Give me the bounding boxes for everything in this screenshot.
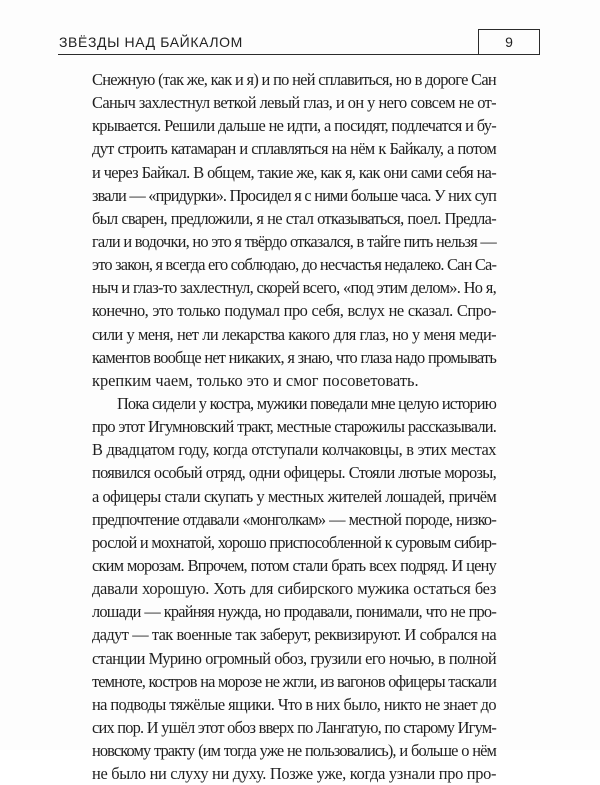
text-line: дадут — так военные так заберут, реквизируют. И собрался на (92, 625, 496, 645)
text-line: появился особый отряд, одни офицеры. Стояли лютые морозы, (92, 463, 496, 483)
text-line: не было ни слуху ни духу. Позже уже, когда узнали про про- (92, 764, 497, 784)
text-line: давали хорошую. Хоть для сибирского мужика остаться без (92, 579, 496, 599)
text-line: В двадцатом году, когда отступали колчаковцы, в этих местах (92, 440, 496, 460)
text-line: звали — «придурки». Просидел я с ними больше часа. У них суп (92, 185, 496, 205)
page-number: 9 (505, 34, 513, 50)
text-line: Пока сидели у костра, мужики поведали мне целую историю (117, 393, 496, 413)
text-line: крывается. Решили дальше не идти, а посидят, подлечатся и бу- (92, 116, 496, 136)
text-line: ныч и глаз-то захлестнул, скорей всего, «под этим делом». Но я, (92, 278, 496, 298)
text-line: сих пор. И ушёл этот обоз вверх по Лангатую, по старому Игум- (92, 717, 496, 737)
header-rule (58, 54, 478, 55)
book-title: ЗВЁЗДЫ НАД БАЙКАЛОМ (59, 34, 243, 50)
text-line: был сварен, предложили, я не стал отказываться, поел. Предла- (92, 208, 496, 228)
text-line: темноте, костров на морозе не жгли, из вагонов офицеры таскали (92, 671, 496, 691)
page-number-box (478, 29, 540, 55)
text-line: предпочтение отдавали «монголкам» — местной породе, низко- (92, 509, 496, 529)
paragraph-2 (92, 392, 496, 785)
text-line: это закон, я всегда его соблюдаю, до несчастья недалеко. Сан Са- (92, 255, 497, 275)
body-text (92, 68, 496, 785)
text-line: станции Мурино огромный обоз, грузили его ночью, в полной (92, 648, 496, 668)
text-line: рослой и мохнатой, хорошо приспособленной к суровым сибир- (92, 532, 496, 552)
text-line: ским морозам. Впрочем, потом стали брать всех подряд. И цену (92, 555, 496, 575)
text-line: конечно, это только подумал про себя, вслух не сказал. Спро- (92, 301, 496, 321)
text-line: а офицеры стали скупать у местных жителей лошадей, причём (92, 486, 496, 506)
running-head (58, 29, 541, 57)
text-line: на подводы тяжёлые ящики. Что в них было, никто не знает до (92, 694, 496, 714)
text-line: и через Байкал. В общем, такие же, как я, как они сами себя на- (92, 162, 496, 182)
text-line: новскому тракту (им тогда уже не пользовались), и больше о нём (92, 741, 496, 761)
text-line: про этот Игумновский тракт, местные старожилы рассказывали. (92, 417, 496, 437)
text-line: Снежную (так же, как и я) и по ней сплавиться, но в дороге Сан (92, 70, 496, 89)
text-line: каментов вообще нет никаких, я знаю, что глаза надо промывать (92, 347, 496, 367)
text-line: крепким чаем, только это и смог посоветовать. (92, 370, 419, 390)
text-line: Саныч захлестнул веткой левый глаз, и он у него совсем не от- (92, 93, 496, 113)
text-line: сили у меня, нет ли лекарства какого для глаз, но у меня меди- (92, 324, 496, 344)
paragraph-1 (92, 68, 496, 392)
text-line: дут строить катамаран и сплавляться на нём к Байкалу, а потом (92, 139, 496, 159)
text-line: гали и водочки, но это я твёрдо отказался, в тайге пить нельзя — (92, 231, 496, 251)
text-line: лошади — крайняя нужда, но продавали, понимали, что не про- (92, 602, 496, 622)
